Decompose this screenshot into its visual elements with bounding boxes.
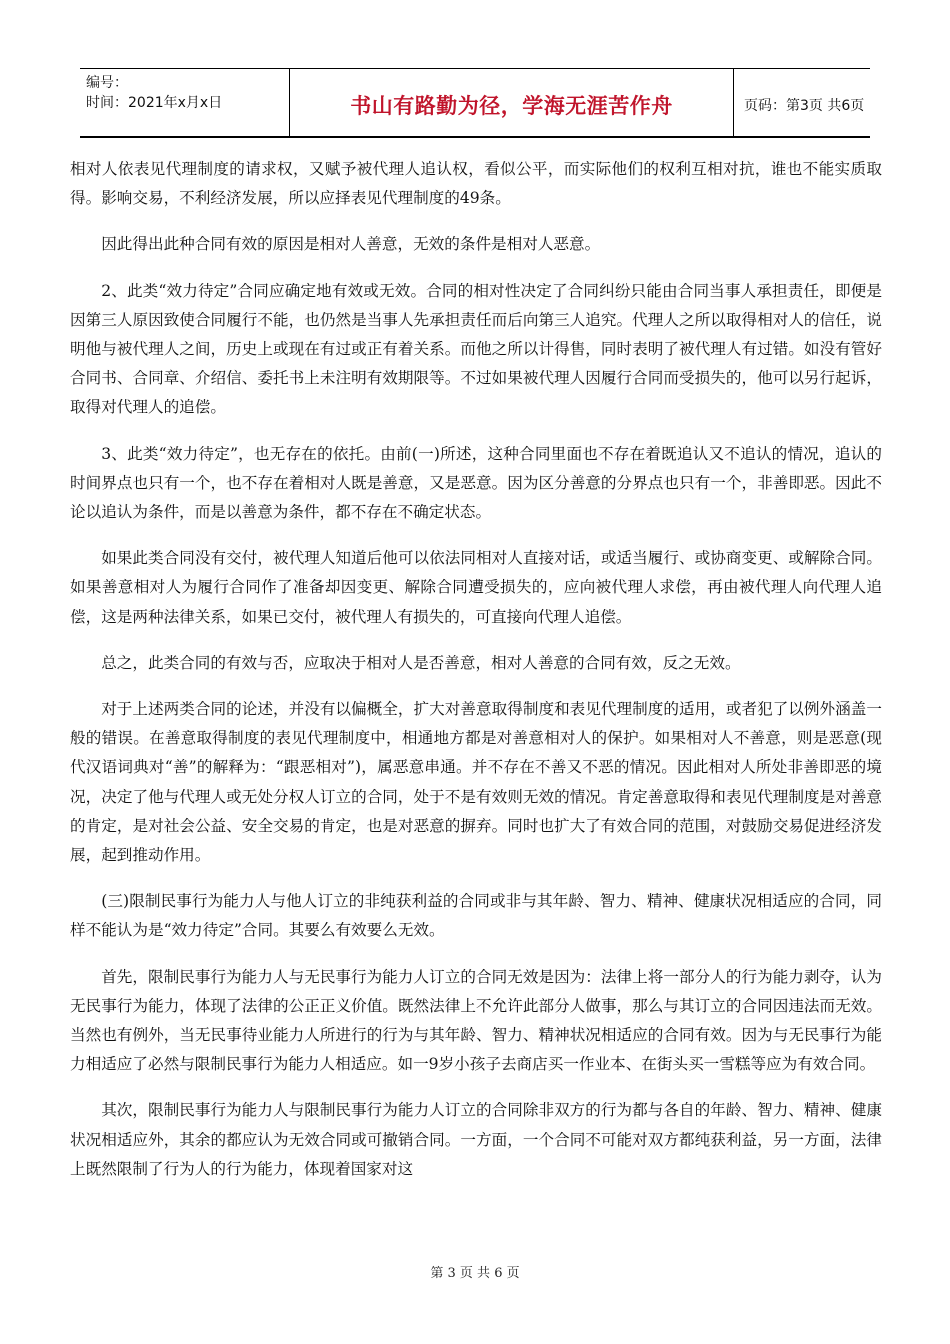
header-motto-cell bbox=[290, 69, 734, 136]
paragraph: 首先，限制民事行为能力人与无民事行为能力人订立的合同无效是因为：法律上将一部分人的行为能力剥夺，认为无民事行为能力，体现了法律的公正正义价值。既然法律上不允许此部分人做事，那么与其订立的合同因违法而无效。当然也有例外，当无民事待业能力人所进行的行为与其年龄、智力、精神状况相适应的合同有效。因为与无民事行为能力相适应了必然与限制民事行为能力人相适应。如一9岁小孩子去商店买一作业本、在街头买一雪糕等应为有效合同。 bbox=[70, 967, 882, 1074]
paragraph: 3、此类“效力待定”，也无存在的依托。由前(一)所述，这种合同里面也不存在着既追认又不追认的情况，追认的时间界点也只有一个，也不存在着相对人既是善意，又是恶意。因为区分善意的分界点也只有一个，非善即恶。因此不论以追认为条件，而是以善意为条件，都不存在不确定状态。 bbox=[70, 444, 882, 522]
document-body bbox=[70, 155, 882, 1201]
paragraph: 因此得出此种合同有效的原因是相对人善意，无效的条件是相对人恶意。 bbox=[101, 235, 601, 254]
header-meta bbox=[80, 69, 290, 136]
page-footer: 第 3 页 共 6 页 bbox=[430, 1266, 520, 1281]
paragraph: (三)限制民事行为能力人与他人订立的非纯获利益的合同或非与其年龄、智力、精神、健康状况相适应的合同，同样不能认为是“效力待定”合同。其要么有效要么无效。 bbox=[70, 892, 882, 940]
header-page-info: 页码：第3页 共6页 bbox=[744, 97, 865, 114]
document-time-label: 时间：2021年x月x日 bbox=[86, 95, 223, 111]
paragraph: 如果此类合同没有交付，被代理人知道后他可以依法同相对人直接对话，或适当履行、或协商变更、或解除合同。如果善意相对人为履行合同作了准备却因变更、解除合同遭受损失的，应向被代理人求偿，再由被代理人向代理人追偿，这是两种法律关系，如果已交付，被代理人有损失的，可直接向代理人追偿。 bbox=[70, 549, 882, 626]
document-number-label: 编号： bbox=[86, 75, 128, 91]
paragraph: 相对人依表见代理制度的请求权，又赋予被代理人追认权，看似公平，而实际他们的权利互相对抗，谁也不能实质取得。影响交易，不利经济发展，所以应择表见代理制度的49条。 bbox=[70, 160, 882, 208]
paragraph: 对于上述两类合同的论述，并没有以偏概全，扩大对善意取得制度和表见代理制度的适用，或者犯了以例外涵盖一般的错误。在善意取得制度的表见代理制度中，相通地方都是对善意相对人的保护。如果相对人不善意，则是恶意(现代汉语词典对“善”的解释为：“跟恶相对”)，属恶意串通。并不存在不善又不恶的情况。因此相对人所处非善即恶的境况，决定了他与代理人或无处分权人订立的合同，处于不是有效则无效的情况。肯定善意取得和表见代理制度是对善意的肯定，是对社会公益、安全交易的肯定，也是对恶意的摒弃。同时也扩大了有效合同的范围，对鼓励交易促进经济发展，起到推动作用。 bbox=[70, 700, 882, 865]
paragraph: 2、此类“效力待定”合同应确定地有效或无效。合同的相对性决定了合同纠纷只能由合同当事人承担责任，即便是因第三人原因致使合同履行不能，也仍然是当事人先承担责任而后向第三人追究。代理人之所以取得相对人的信任，说明他与被代理人之间，历史上或现在有过或正有着关系。而他之所以计得售，同时表明了被代理人有过错。如没有管好合同书、合同章、介绍信、委托书上未注明有效期限等。不过如果被代理人因履行合同而受损失的，他可以另行起诉，取得对代理人的追偿。 bbox=[70, 281, 882, 417]
header-motto: 书山有路勤为径，学海无涯苦作舟 bbox=[350, 93, 673, 118]
page-header bbox=[80, 68, 870, 138]
paragraph: 其次，限制民事行为能力人与限制民事行为能力人订立的合同除非双方的行为都与各自的年龄、智力、精神、健康状况相适应外，其余的都应认为无效合同或可撤销合同。一方面，一个合同不可能对双方都纯获利益，另一方面，法律上既然限制了行为人的行为能力，体现着国家对这 bbox=[70, 1101, 882, 1178]
paragraph: 总之，此类合同的有效与否，应取决于相对人是否善意，相对人善意的合同有效，反之无效。 bbox=[101, 653, 741, 672]
